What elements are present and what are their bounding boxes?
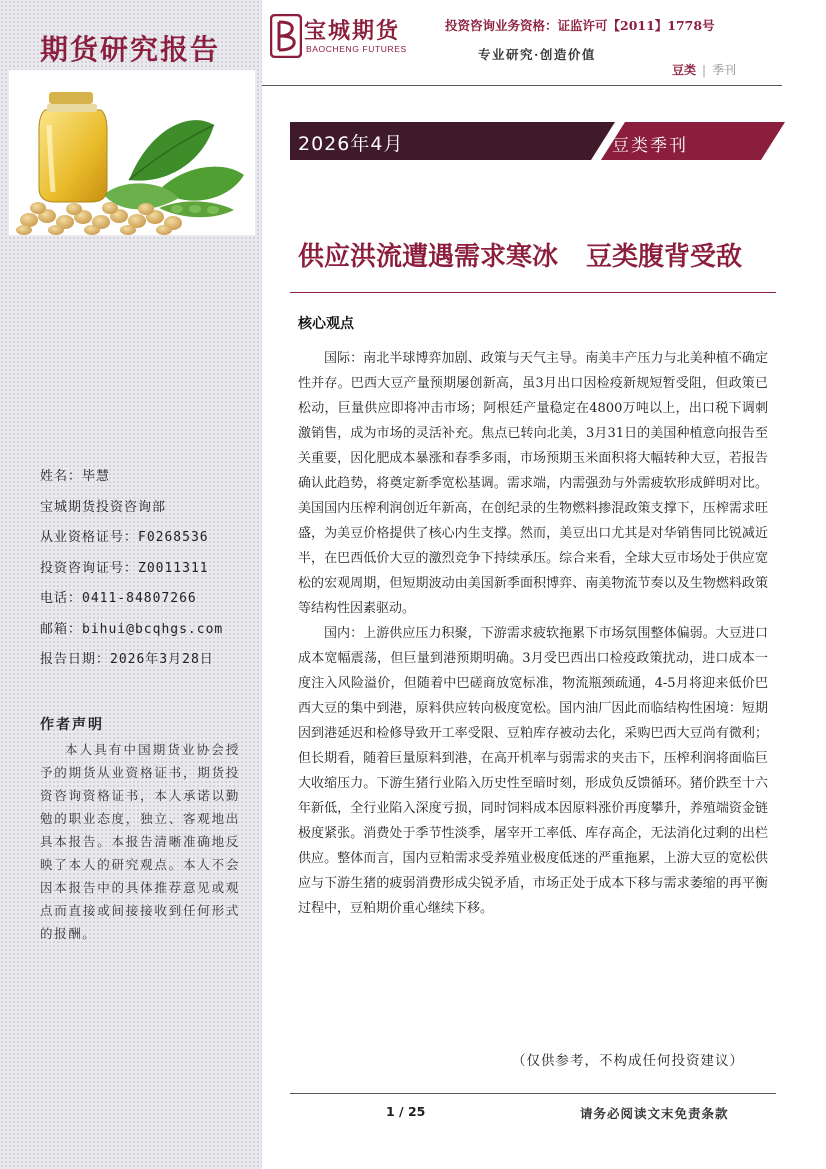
company-logo (270, 12, 440, 62)
author-phone: 电话：0411-84807266 (40, 591, 197, 606)
logo-english-name: BAOCHENG FUTURES (306, 44, 407, 54)
header-divider (262, 85, 782, 86)
headline-part-2: 豆类腹背受敌 (586, 242, 743, 272)
core-view-body (298, 346, 768, 921)
cover-image (9, 70, 255, 235)
author-name: 姓名：毕慧 (40, 469, 111, 484)
leaf-group (104, 120, 244, 209)
author-department: 宝城期货投资咨询部 (40, 499, 167, 515)
paragraph-international: 国际：南北半球博弈加剧、政策与天气主导。南美丰产压力与北美种植不确定性并存。巴西大豆产量预期屡创新高，虽3月出口因检疫新规短暂受阻，但政策已松动，巨量供应即将冲击市场；阿根廷产量稳定在4800万吨以上，出口税下调刺激销售，成为市场的灵活补充。焦点已转向北美，3月31日的美国种植意向报告至关重要，因化肥成本暴涨和春季多雨，市场预期玉米面积将大幅转种大豆，若报告确认此趋势，将奠定新季宽松基调。需求端，内需强劲与外需疲软形成鲜明对比。美国国内压榨利润创近年新高，在创纪录的生物燃料掺混政策支撑下，压榨需求旺盛，为美豆价格提供了核心内生支撑。然而，美豆出口尤其是对华销售同比锐减近半，在巴西低价大豆的激烈竞争下持续承压。综合来看，全球大豆市场处于供应宽松的宏观周期，但短期波动由美国新季面积博弈、南美物流节奏以及生物燃料政策等结构性因素驱动。 (298, 351, 768, 616)
declaration-text: 本人具有中国期货业协会授予的期货从业资格证书，期货投资咨询资格证书，本人承诺以勤勉的职业态度，独立、客观地出具本报告。本报告清晰准确地反映了本人的研究观点。本人不会因本报告中的具体推荐意见或观点而直接或间接接收到任何形式的报酬。 (40, 742, 240, 941)
headline-divider (290, 292, 776, 293)
header-tags (672, 61, 736, 78)
tag-category: 豆类 (672, 63, 697, 77)
soybean-oil-illustration (9, 70, 255, 235)
author-qualification-number: 从业资格证号：F0268536 (40, 530, 209, 545)
author-consulting-number: 投资咨询证号：Z0011311 (40, 560, 209, 576)
footer-divider (290, 1093, 776, 1094)
report-type-title: 期货研究报告 (40, 33, 221, 66)
logo-emblem-icon (270, 14, 302, 58)
headline-part-1: 供应洪流遭遇需求寒冰 (298, 242, 559, 272)
logo-name: 宝城期货 (304, 19, 401, 44)
soybean-pod (159, 201, 234, 217)
investment-disclaimer: （仅供参考，不构成任何投资建议） (512, 1053, 744, 1069)
oil-jar (39, 92, 107, 202)
banner-date: 2026年4月 (298, 133, 404, 155)
tag-period: 季刊 (712, 63, 737, 77)
paragraph-domestic: 国内：上游供应压力积聚，下游需求疲软拖累下市场氛围整体偏弱。大豆进口成本宽幅震荡，但巨量到港预期明确。3月受巴西出口检疫政策扰动，进口成本一度注入风险溢价，但随着中巴磋商放宽标准，物流瓶颈疏通，4-5月将迎来低价巴西大豆的集中到港，原料供应转向极度宽松。国内油厂因此而临结构性困境：短期因到港延迟和检修导致开工率受限、豆粕库存被动去化，采购巴西大豆尚有微利；但长期看，随着巨量原料到港，在高开机率与弱需求的夹击下，压榨利润将面临巨大收缩压力。下游生猪行业陷入历史性至暗时刻，形成负反馈循环。猪价跌至十六年新低，全行业陷入深度亏损，同时饲料成本因原料涨价再度攀升，养殖端资金链极度紧张。消费处于季节性淡季，屠宰开工率低、库存高企，无法消化过剩的出栏供应。整体而言，国内豆粕需求受养殖业极度低迷的严重拖累，上游大豆的宽松供应与下游生猪的疲弱消费形成尖锐矛盾，市场正处于成本下移与需求萎缩的再平衡过程中，豆粕期价重心继续下移。 (298, 626, 768, 916)
tag-separator: | (702, 63, 707, 77)
license-info: 投资咨询业务资格：证监许可【2011】1778号 (445, 18, 715, 33)
report-date: 报告日期：2026年3月28日 (40, 652, 214, 667)
slogan: 专业研究·创造价值 (478, 47, 596, 62)
sidebar (0, 0, 262, 1169)
author-email: 邮箱：bihui@bcqhgs.com (40, 621, 224, 637)
section-title: 核心观点 (298, 316, 354, 332)
author-info (40, 462, 223, 676)
report-headline (298, 236, 742, 273)
page-number: 1 / 25 (386, 1104, 426, 1119)
banner-category: 豆类季刊 (612, 136, 688, 156)
footer-note: 请务必阅读文末免责条款 (580, 1106, 729, 1121)
declaration-title: 作者声明 (40, 717, 104, 733)
